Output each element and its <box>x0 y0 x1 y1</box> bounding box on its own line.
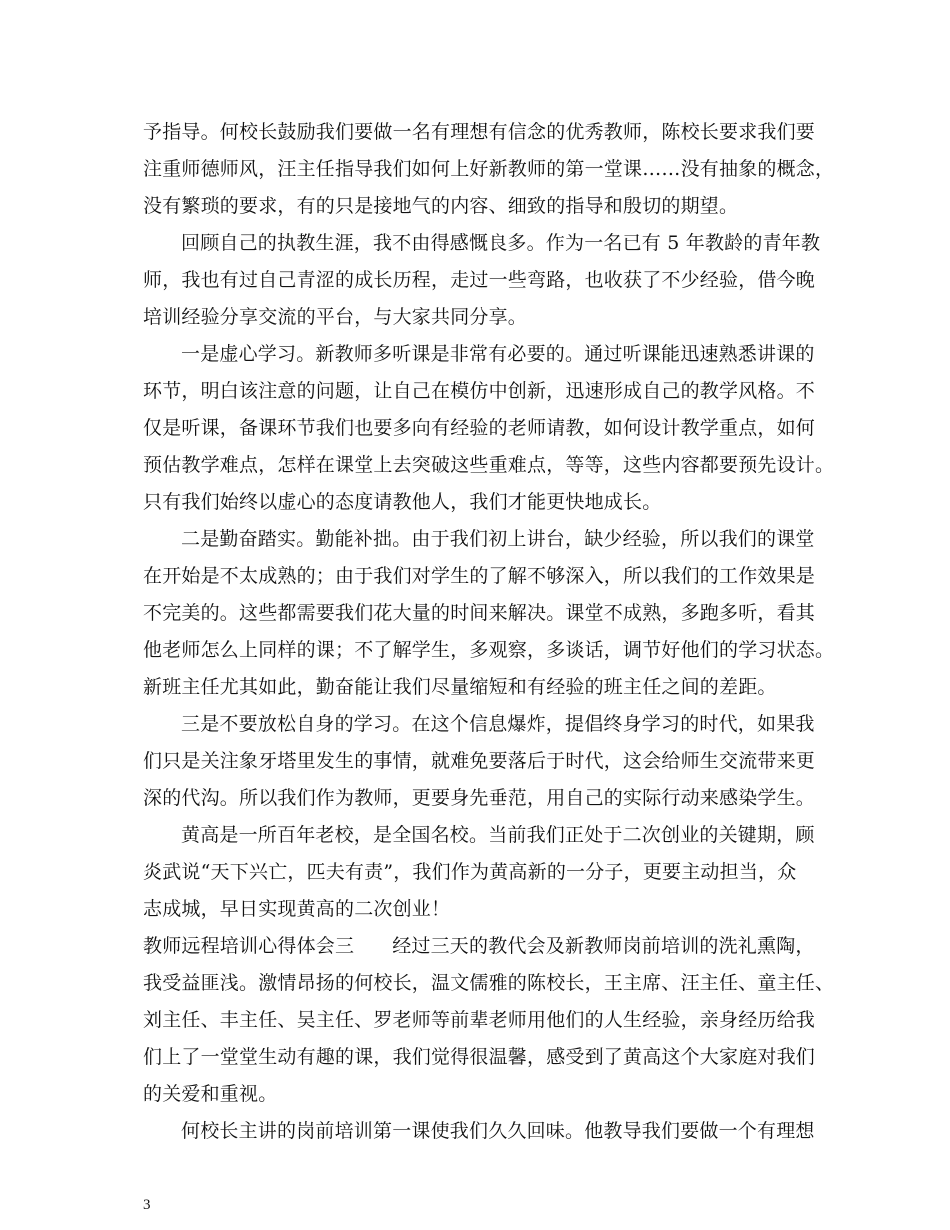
paragraph-start: 何校长主讲的岗前培训第一课使我们久久回味。他教导我们要做一个有理想 <box>181 1120 815 1142</box>
section-title: 教师远程培训心得体会三 <box>143 935 355 957</box>
text-line: 培训经验分享交流的平台，与大家共同分享。 <box>143 306 528 328</box>
text-line: 志成城，早日实现黄高的二次创业！ <box>143 898 451 920</box>
text-line: 们上了一堂堂生动有趣的课，我们觉得很温馨，感受到了黄高这个大家庭对我们 <box>143 1046 816 1068</box>
text-line: 的关爱和重视。 <box>143 1083 278 1105</box>
section-first-line: 经过三天的教代会及新教师岗前培训的洗礼熏陶， <box>392 935 815 957</box>
text-line: 予指导。何校长鼓励我们要做一名有理想有信念的优秀教师，陈校长要求我们要 <box>143 121 816 143</box>
text-line: 没有繁琐的要求，有的只是接地气的内容、细致的指导和殷切的期望。 <box>143 195 739 217</box>
text-line: 师，我也有过自己青涩的成长历程，走过一些弯路，也收获了不少经验，借今晚 <box>143 269 816 291</box>
paragraph-start: 三是不要放松自身的学习。在这个信息爆炸，提倡终身学习的时代，如果我 <box>181 713 815 735</box>
text-line: 新班主任尤其如此，勤奋能让我们尽量缩短和有经验的班主任之间的差距。 <box>143 676 777 698</box>
page-number: 3 <box>143 1197 151 1213</box>
paragraph-start: 黄高是一所百年老校，是全国名校。当前我们正处于二次创业的关键期，顾 <box>181 824 815 846</box>
text-line: 们只是关注象牙塔里发生的事情，就难免要落后于时代，这会给师生交流带来更 <box>143 750 816 772</box>
text-line: 炎武说“天下兴亡，匹夫有责”，我们作为黄高新的一分子，更要主动担当，众 <box>143 861 797 883</box>
paragraph-start: 二是勤奋踏实。勤能补拙。由于我们初上讲台，缺少经验，所以我们的课堂 <box>181 528 815 550</box>
text-line: 仅是听课，备课环节我们也要多向有经验的老师请教，如何设计教学重点，如何 <box>143 417 816 439</box>
text-line: 他老师怎么上同样的课；不了解学生，多观察，多谈话，调节好他们的学习状态。 <box>143 639 835 661</box>
text-line: 预估教学难点，怎样在课堂上去突破这些重难点，等等，这些内容都要预先设计。 <box>143 454 835 476</box>
paragraph-start: 回顾自己的执教生涯，我不由得感慨良多。作为一名已有 5 年教龄的青年教 <box>181 232 821 254</box>
text-line: 环节，明白该注意的问题，让自己在模仿中创新，迅速形成自己的教学风格。不 <box>143 380 816 402</box>
text-line: 我受益匪浅。激情昂扬的何校长，温文儒雅的陈校长，王主席、汪主任、童主任、 <box>143 972 835 994</box>
text-line: 注重师德师风，汪主任指导我们如何上好新教师的第一堂课……没有抽象的概念， <box>143 158 835 180</box>
text-line: 刘主任、丰主任、吴主任、罗老师等前辈老师用他们的人生经验，亲身经历给我 <box>143 1009 816 1031</box>
paragraph-start: 一是虚心学习。新教师多听课是非常有必要的。通过听课能迅速熟悉讲课的 <box>181 343 815 365</box>
text-line: 在开始是不太成熟的；由于我们对学生的了解不够深入，所以我们的工作效果是 <box>143 565 816 587</box>
section-heading-line <box>143 934 815 958</box>
text-line: 深的代沟。所以我们作为教师，更要身先垂范，用自己的实际行动来感染学生。 <box>143 787 816 809</box>
text-line: 不完美的。这些都需要我们花大量的时间来解决。课堂不成熟，多跑多听，看其 <box>143 602 816 624</box>
text-line: 只有我们始终以虚心的态度请教他人，我们才能更快地成长。 <box>143 491 662 513</box>
